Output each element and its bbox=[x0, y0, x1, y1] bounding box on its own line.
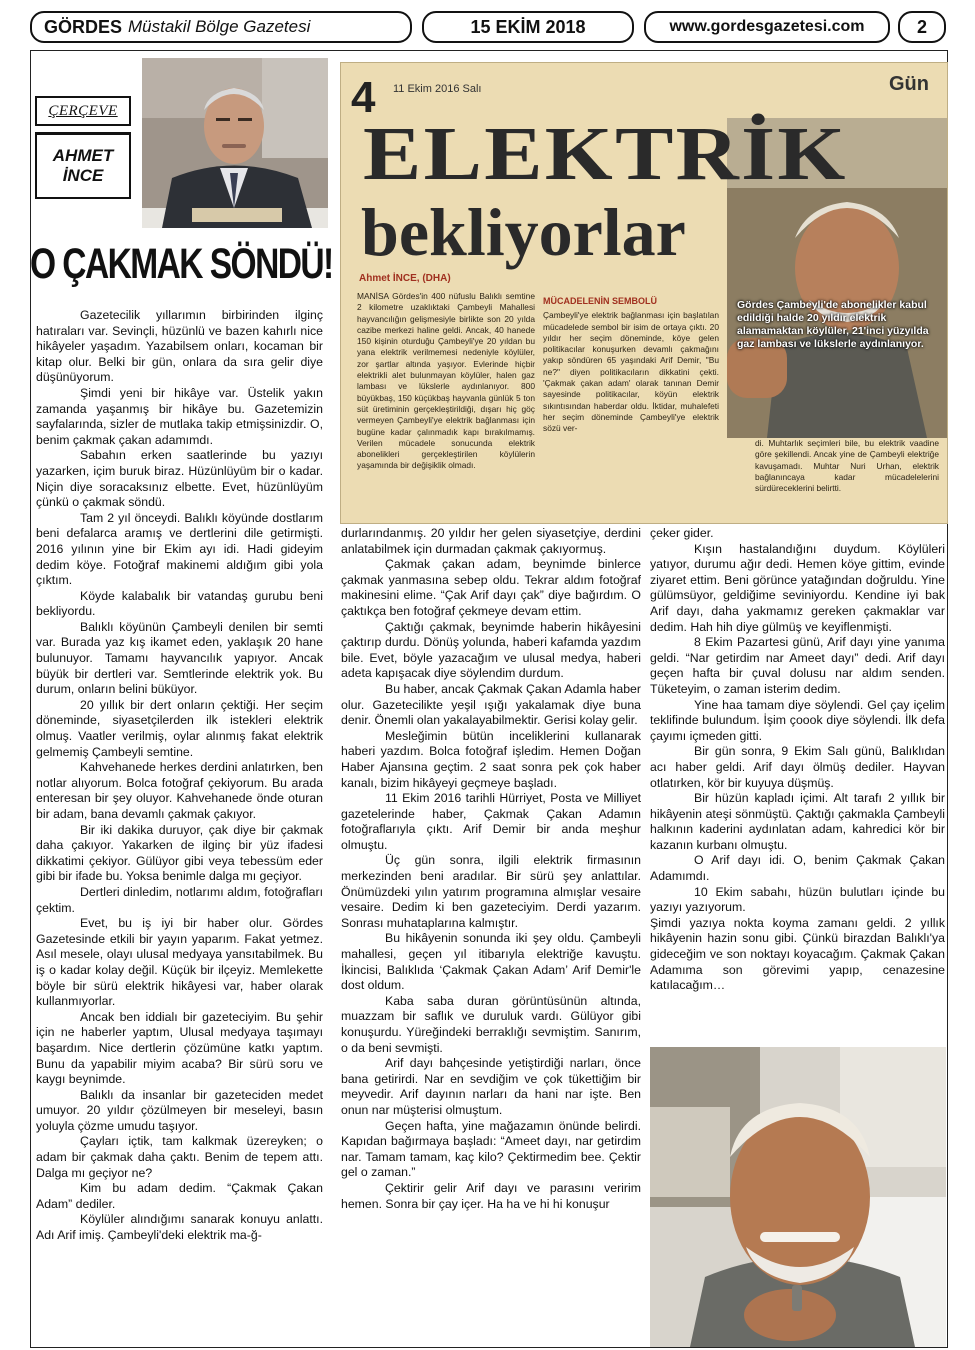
clipping-column-1 bbox=[357, 291, 535, 472]
paragraph: Köylüler alındığımı sanarak konuyu anlattı. Adı Arif imiş. Çambeyli'deki elektrik ma-ğ- bbox=[36, 1212, 323, 1243]
article-column-1 bbox=[36, 308, 323, 1348]
clipping-text: MANİSA Gördes'in 400 nüfuslu Balıklı semtine 2 kilometre uzaklıktaki Çambeyli Mahallesi hayvancılığın gelişmesiyle birlikte son 20 yılda cazibe merkezi haline geldi. Ancak, 40 hanede 150 kişinin oturduğu Çambeyli'ye 20 yıldan bu yana elektrik verilmemesi nedeniyle köylüler, zor şartlar altında yaşıyor. Evlerinde hiçbir elektrikli alet bulunmayan köylüler, halen gaz lambası ve lükslerle aydınlanıyor. 800 büyükbaş, 150 küçükbaş hayvanla günlük 5 ton süt üretiminin gerçekleştirildiği, dışarı hiç göç vermeyen Çambeyli'ye elektrik bağlanması için bugüne kadar çalınmadık kapı bırakılmamış. Verilen mücadele sonucunda elektrik abonelikleri gerçekleştirilen köylülerin yaşamında bir değişiklik olmadı. bbox=[357, 291, 535, 471]
column-logo-title: ÇERÇEVE bbox=[35, 96, 131, 126]
clipping-date: 11 Ekim 2016 Salı bbox=[393, 83, 482, 95]
page-number: 2 bbox=[898, 11, 946, 43]
paragraph: 10 Ekim sabahı, hüzün bulutları içinde bu yazıyı yazıyorum. bbox=[650, 884, 945, 915]
paragraph: O Arif dayı idi. O, benim Çakmak Çakan Adamımdı. bbox=[650, 853, 945, 884]
column-author-box bbox=[35, 132, 131, 199]
subject-photo bbox=[650, 1047, 946, 1347]
author-first-name: AHMET bbox=[52, 146, 114, 165]
paragraph: Kışın hastalandığını duydum. Köylüleri yatıyor, durumu ağır dedi. Hemen köye gittim, evinde ziyaret ettim. Beni görünce yatağından doğruldu. Yine gülümsüyor, geldiğime seviniyordu. Kendine iyi bak Arif dayı, daha yakmamız gereken çakmaklar var dedim. Hah hih diye gülmüş ve keyiflenmişti. bbox=[650, 541, 945, 634]
clipping-subhead: MÜCADELENİN SEMBOLÜ bbox=[543, 296, 657, 306]
clipping-headline: ELEKTRİK bbox=[363, 112, 848, 196]
paragraph: Dertleri dinledim, notlarımı aldım, fotoğrafları çektim. bbox=[36, 884, 323, 915]
clipping-page-number: 4 bbox=[351, 73, 376, 122]
paragraph: Sabahın erken saatlerinde bu yazıyı yazarken, içim buruk biraz. Hüzünlüyüm bir o kadar. Niçin diye soracaksınız elbette. Evet, hüzünlüyüm çünkü o çakmak söndü. bbox=[36, 448, 323, 510]
issue-date: 15 EKİM 2018 bbox=[422, 11, 634, 43]
headline: O ÇAKMAK SÖNDÜ! bbox=[30, 240, 333, 288]
paragraph: Ancak ben iddialı bir gazeteciyim. Bu şehir için ne haberler yaptım, Ulusal medyaya taşımayı başardım. Nice dertlerin çözümüne katkı yaptım. Bunu da yapabilir miyim acaba? Bir sürü soru ve kaygı beynimde. bbox=[36, 1009, 323, 1087]
paper-name: GÖRDES bbox=[44, 16, 123, 37]
paragraph: Evet, bu iş iyi bir haber olur. Gördes Gazetesinde etkili bir yayın yaparım. Fakat yetmez. Asıl mesele, olayı ulusal medyaya yansıtabilmek. Bu iş o kadar kolay değil. Küçük bir ilçeyiz. Memlekette böyle bir sürü elektrik hikâyesi var, haber olarak kullanmıyorlar. bbox=[36, 916, 323, 1009]
paragraph: Çaktığı çakmak, beynimde haberin hikâyesini çaktırıp durdu. Dönüş yolunda, haberi kafamda yazdım bile. Evet, böyle yazacağım ve ulusal medya, haberi adeta kapışacak diye söylendim durdum. bbox=[341, 619, 641, 681]
clipping-column-3 bbox=[755, 438, 939, 494]
masthead-title bbox=[30, 11, 412, 43]
paragraph: Çakmak çakan adam, beynimde binlerce çakmak yanmasına sebep oldu. Tekrar aldım fotoğraf makinesini elime. “Çak Arif dayı çak” diye bağırdım. O çaktıkça ben fotoğraf çekmeye devam ettim. bbox=[341, 557, 641, 618]
clipping-byline: Ahmet İNCE, (DHA) bbox=[359, 273, 451, 284]
article-column-2 bbox=[341, 526, 641, 1346]
website-link[interactable]: www.gordesgazetesi.com bbox=[644, 11, 890, 43]
paragraph: Çayları içtik, tam kalkmak üzereyken; o adam bir çakmak daha çaktı. Benim de tepem attı. Dalga mı geçiyor ne? bbox=[36, 1134, 323, 1180]
paragraph: Bir gün sonra, 9 Ekim Salı günü, Balıklıdan acı haber geldi. Arif dayı ölmüş dediler. Hayvan otlatırken, kör bir kuyuya düşmüş. bbox=[650, 744, 945, 790]
paragraph: Bir iki dakika duruyor, çak diye bir çakmak daha çakıyor. Yakarken de ilginç bir yüz ifadesi dikkatimi çekiyor. Gülüyor gibi veya tebessüm eder gibi bir ifade bu. Yoksa benimle dalga mı geçiyor. bbox=[36, 822, 323, 884]
paragraph: Kahvehanede herkes derdini anlatırken, ben notlar alıyorum. Bolca fotoğraf çekiyorum. Bu arada enteresan bir şey oluyor. Kahvehanede önde oturan bir adam, bana devamlı çakmak çakıyor. bbox=[36, 760, 323, 821]
paragraph: Çektirir gelir Arif dayı ve parasını veririm hemen. Sonra bir çay içer. Ha ha ve hi hi konuşur bbox=[341, 1180, 641, 1211]
author-photo bbox=[142, 58, 328, 228]
paragraph: Kaba saba duran görüntüsünün altında, muazzam bir saflık ve duruluk vardı. Gülüyor gibi konuşurdu. Yüreğindeki berraklığı sevmiştim. Sanırım, o da beni sevmişti. bbox=[341, 993, 641, 1055]
paragraph: Üç gün sonra, ilgili elektrik firmasının merkezinden beni aradılar. Bir sürü şey anlattılar. Önümüzdeki yılın yatırım programına almışlar vesaire vesaire. Dedim ki ben gazeteciyim. Derdi yazarım. Sonrası muhataplarına kalmıştır. bbox=[341, 853, 641, 930]
paragraph: Mesleğimin bütün inceliklerini kullanarak haberi yazdım. Bolca fotoğraf işledim. Hemen Doğan Haber Ajansına geçtim. 2 saat sonra pek çok haber kanalı, bizim hikâyeyi geçmeye başladı. bbox=[341, 728, 641, 790]
paragraph: çeker gider. bbox=[650, 526, 714, 540]
article-column-3 bbox=[650, 526, 945, 1046]
paragraph: Balıklı da insanlar bir gazeteciden medet umuyor. 20 yıldır çözülmeyen bir meseleyi, basın yoluyla çözme umudu taşıyor. bbox=[36, 1087, 323, 1133]
paragraph: durlarındanmış. 20 yıldır her gelen siyasetçiye, derdini anlatabilmek için durmadan çakmak çakıyormuş. bbox=[341, 526, 641, 556]
column-logo bbox=[35, 96, 131, 238]
paragraph: Şimdi yeni bir hikâye var. Üstelik yakın zamanda yaşanmış bir hikâye bu. Gazetemizin sayfalarında, sizler de mutlaka takip etmişsinizdir. O, benim çakmak çakan adamımdı. bbox=[36, 385, 323, 447]
paragraph: Gazetecilik yıllarımın birbirinden ilginç hatıraları var. Sevinçli, hüzünlü ve bazen kahırlı nice hikâyeler yaşadım. Yazabilsem onları, kocaman bir kitap olur. Belki bir gün, onlara da sıra gelir diye düşünüyorum. bbox=[36, 308, 323, 385]
paragraph: Bir hüzün kapladı içimi. Alt tarafı 2 yıllık bir hikâyenin ateşi sönmüştü. Çaktığı çakmakla Çambeyli halkının kaderini aydınlatan adam, kahredici kör bir kazanın kurbanı olmuştu. bbox=[650, 791, 945, 852]
paragraph: Bu hikâyenin sonunda iki şey oldu. Çambeyli mahallesi, geçen yıl itibarıyla elektriğe kavuştu. İkincisi, Balıklıda ‘Çakmak Çakan Adam’ Arif Demir'le dost oldum. bbox=[341, 931, 641, 993]
paragraph: Bu haber, ancak Çakmak Çakan Adamla haber olur. Gazetecilikte yeşil ışığı yakalamak diye buna denir. Önemli olan yakalayabilmektir. Gerisi kolay gelir. bbox=[341, 681, 641, 728]
paragraph: Yine haa tamam diye söylendi. Gel çay içelim teklifinde bulundum. İşim çoook diye söylendi. İlk defa çayımı içmeden gitti. bbox=[650, 697, 945, 743]
paragraph: 8 Ekim Pazartesi günü, Arif dayı yine yanıma geldi. “Nar getirdim nar Ameet dayı” dedi. Arif dayı geçen hafta bir çuval dolusu nar aldım senden. Tüketeyim, o zaman isterim dedim. bbox=[650, 635, 945, 696]
clipping-photo-caption: Gördes Çambeyli'de abonelikler kabul edildiği halde 20 yıldır elektrik alamamaktan köylüler, 21'inci yüzyılda gaz lambası ve lükslerle aydınlanıyor. bbox=[737, 299, 929, 350]
newspaper-clipping bbox=[340, 62, 948, 524]
paragraph: Tam 2 yıl önceydi. Balıklı köyünde dostlarım beni defalarca aramış ve dertlerini dile getirmişti. 2016 yılının yine bir Ekim ayı idi. Hadi gideyim dedim köye. Fotoğraf makinemi aldığım gibi yola çıktım. bbox=[36, 510, 323, 588]
paragraph: Geçen hafta, yine mağazamın önünde belirdi. Kapıdan bağırmaya başladı: “Ameet dayı, nar getirdim nar. Tamam tamam, kaç kilo? Çektirmedim bee. Çektir gel o zaman.” bbox=[341, 1118, 641, 1180]
clipping-text: di. Muhtarlık seçimleri bile, bu elektrik vaadine göre şekillendi. Ancak yine de Çambeyli elektriğe kavuşamadı. Muhtar Nuri Urhan, elektrik bağlanıncaya kadar mücadelelerini sürdüreceklerini belirtti. bbox=[755, 438, 939, 494]
clipping-headline-2: bekliyorlar bbox=[361, 194, 686, 270]
clipping-paper-name: Gün bbox=[889, 73, 929, 95]
paragraph: Şimdi yazıya nokta koyma zamanı geldi. 2 yıllık hikâyenin hazin sonu gibi. Çünkü birazdan Balıklı'ya gideceğim ve son noktayı koyacağım. Çakmak Çakan Adamıma son görevimi yapıp, cenazesine katılacağım… bbox=[650, 915, 945, 993]
paragraph: 20 yıllık bir dert onların çektiği. Her seçim döneminde, siyasetçilerden ilk istekleri elektrik olmuş. Vaatler verilmiş, oylar alınmış fakat elektrik gelmemiş Çambeyli semtine. bbox=[36, 697, 323, 759]
paper-subtitle: Müstakil Bölge Gazetesi bbox=[128, 17, 311, 36]
clipping-column-2 bbox=[543, 291, 719, 435]
paragraph: 11 Ekim 2016 tarihli Hürriyet, Posta ve Milliyet gazetelerinde haber, Çakmak Çakan Adamın fotoğraflarıyla çıktı. Arif Demir bir anda meşhur olmuştu. bbox=[341, 791, 641, 852]
paragraph: Kim bu adam dedim. “Çakmak Çakan Adam” dediler. bbox=[36, 1181, 323, 1211]
paragraph: Arif dayı bahçesinde yetiştirdiği narları, önce bana getirirdi. Nar en sevdiğim ve çok tükettiğim bir meyvedir. Arif dayının narları da hani nar işte. Ben onun nar müşterisi olmuştum. bbox=[341, 1056, 641, 1117]
paragraph: Balıklı köyünün Çambeyli denilen bir semti var. Burada yaz kış ikamet eden, yaklaşık 20 hane bulunuyor. Tamamı hayvancılık yapıyor. Ancak büyük bir dertleri var. Semtlerinde elektrik yok. Bu durum, onların belini büküyor. bbox=[36, 619, 323, 697]
clipping-text: Çambeyli'ye elektrik bağlanması için başlatılan mücadelede sembol bir isim de ortaya çıktı. 20 yıldır her seçim döneminde, köye gelen politikacılar konuşurken devamlı çakmağını yakıp söndüren 65 yaşındaki Arif Demir, "Bu ne?" diyen politikacıların dikkatini çekti. 'Çakmak çakan adam' olarak tanınan Demir sayesinde politikacılar, köyün elektrik sıkıntısından haberdar oldu. İktidar, muhalefeti her seçim döneminde Çambeyli'ye elektrik sözü ver- bbox=[543, 310, 719, 434]
paragraph: Köyde kalabalık bir vatandaş gurubu beni bekliyordu. bbox=[36, 588, 323, 619]
author-last-name: İNCE bbox=[62, 166, 104, 185]
